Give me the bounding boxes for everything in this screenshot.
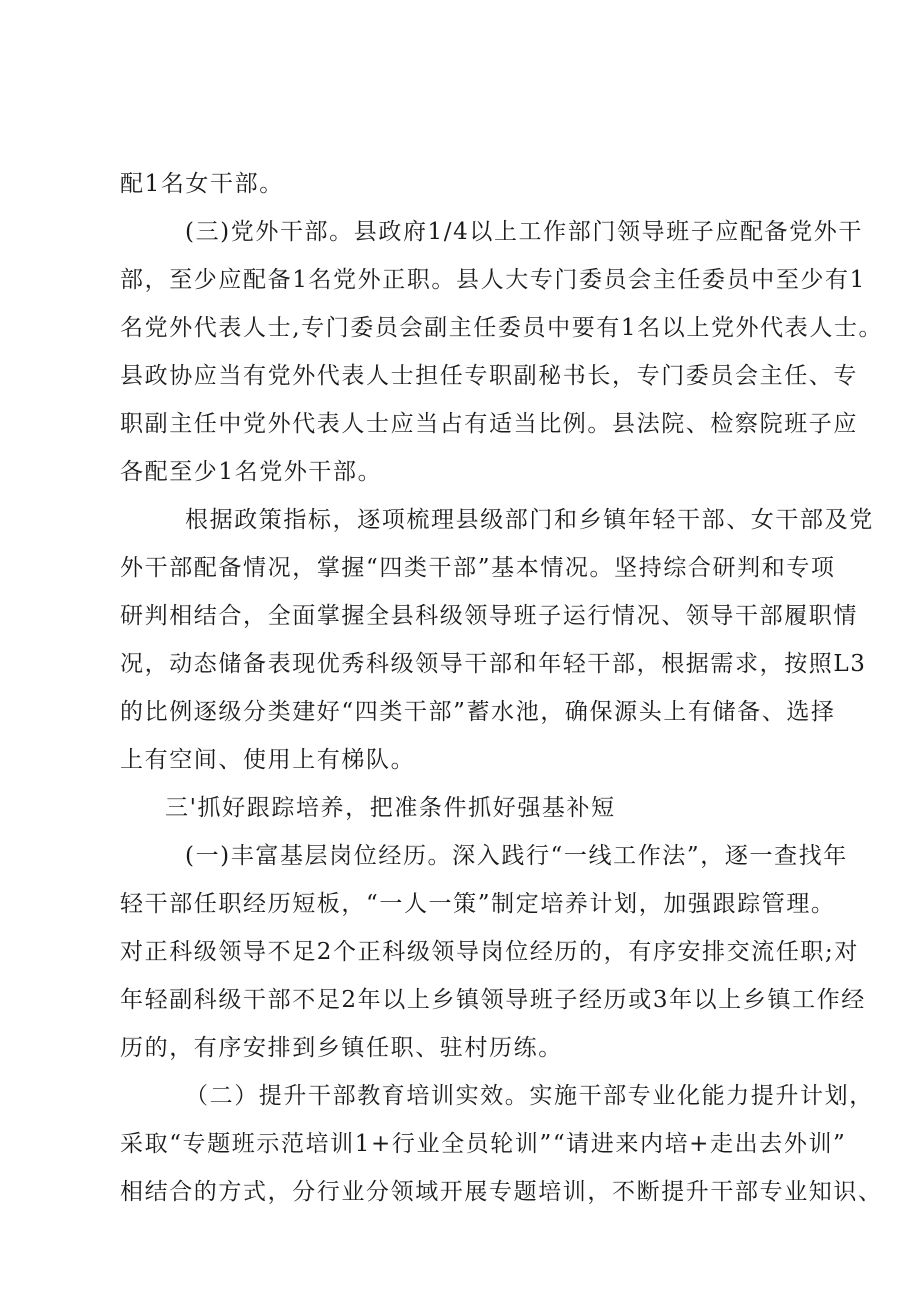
text-line: 相结合的方式，分行业分领域开展专题培训，不断提升干部专业知识、 <box>120 1179 883 1205</box>
text-line: 历的，有序安排到乡镇任职、驻村历练。 <box>120 1035 563 1061</box>
text-line: 况，动态储备表现优秀科级领导干部和年轻干部，根据需求，按照L3 <box>120 651 867 677</box>
text-line: 年轻副科级干部不足2年以上乡镇领导班子经历或3年以上乡镇工作经 <box>120 987 866 1013</box>
text-line: 各配至少1名党外干部。 <box>120 459 383 485</box>
section-heading: 三'抓好跟踪培养，把准条件抓好强基补短 <box>165 795 616 821</box>
text-line: 的比例逐级分类建好“四类干部”蓄水池，确保源头上有储备、选择 <box>120 699 836 725</box>
text-line: 职副主任中党外代表人士应当占有适当比例。县法院、检察院班子应 <box>120 411 858 437</box>
text-line: 部，至少应配备1名党外正职。县人大专门委员会主任委员中至少有1 <box>120 267 866 293</box>
text-line: (一)丰富基层岗位经历。深入践行“一线工作法”，逐一查找年 <box>185 843 848 869</box>
text-line: 上有空间、使用上有梯队。 <box>120 747 416 773</box>
text-line: 研判相结合，全面掌握全县科级领导班子运行情况、领导干部履职情 <box>120 603 858 629</box>
text-line: （二）提升干部教育培训实效。实施干部专业化能力提升计划， <box>185 1083 874 1109</box>
text-line: 对正科级领导不足2个正科级领导岗位经历的，有序安排交流任职;对 <box>120 939 859 965</box>
text-line: 采取“专题班示范培训1+行业全员轮训”“请进来内培+走出去外训” <box>120 1131 847 1157</box>
text-line: 外干部配备情况，掌握“四类干部”基本情况。坚持综合研判和专项 <box>120 555 836 581</box>
text-line: 根据政策指标，逐项梳理县级部门和乡镇年轻干部、女干部及党 <box>185 507 874 533</box>
text-line: 名党外代表人士,专门委员会副主任委员中要有1名以上党外代表人士。 <box>120 315 884 341</box>
text-line: 县政协应当有党外代表人士担任专职副秘书长，专门委员会主任、专 <box>120 363 858 389</box>
text-line: 配1名女干部。 <box>120 171 284 197</box>
text-line: 轻干部任职经历短板，“一人一策”制定培养计划，加强跟踪管理。 <box>120 891 836 917</box>
text-line: (三)党外干部。县政府1/4以上工作部门领导班子应配备党外干 <box>185 219 863 245</box>
